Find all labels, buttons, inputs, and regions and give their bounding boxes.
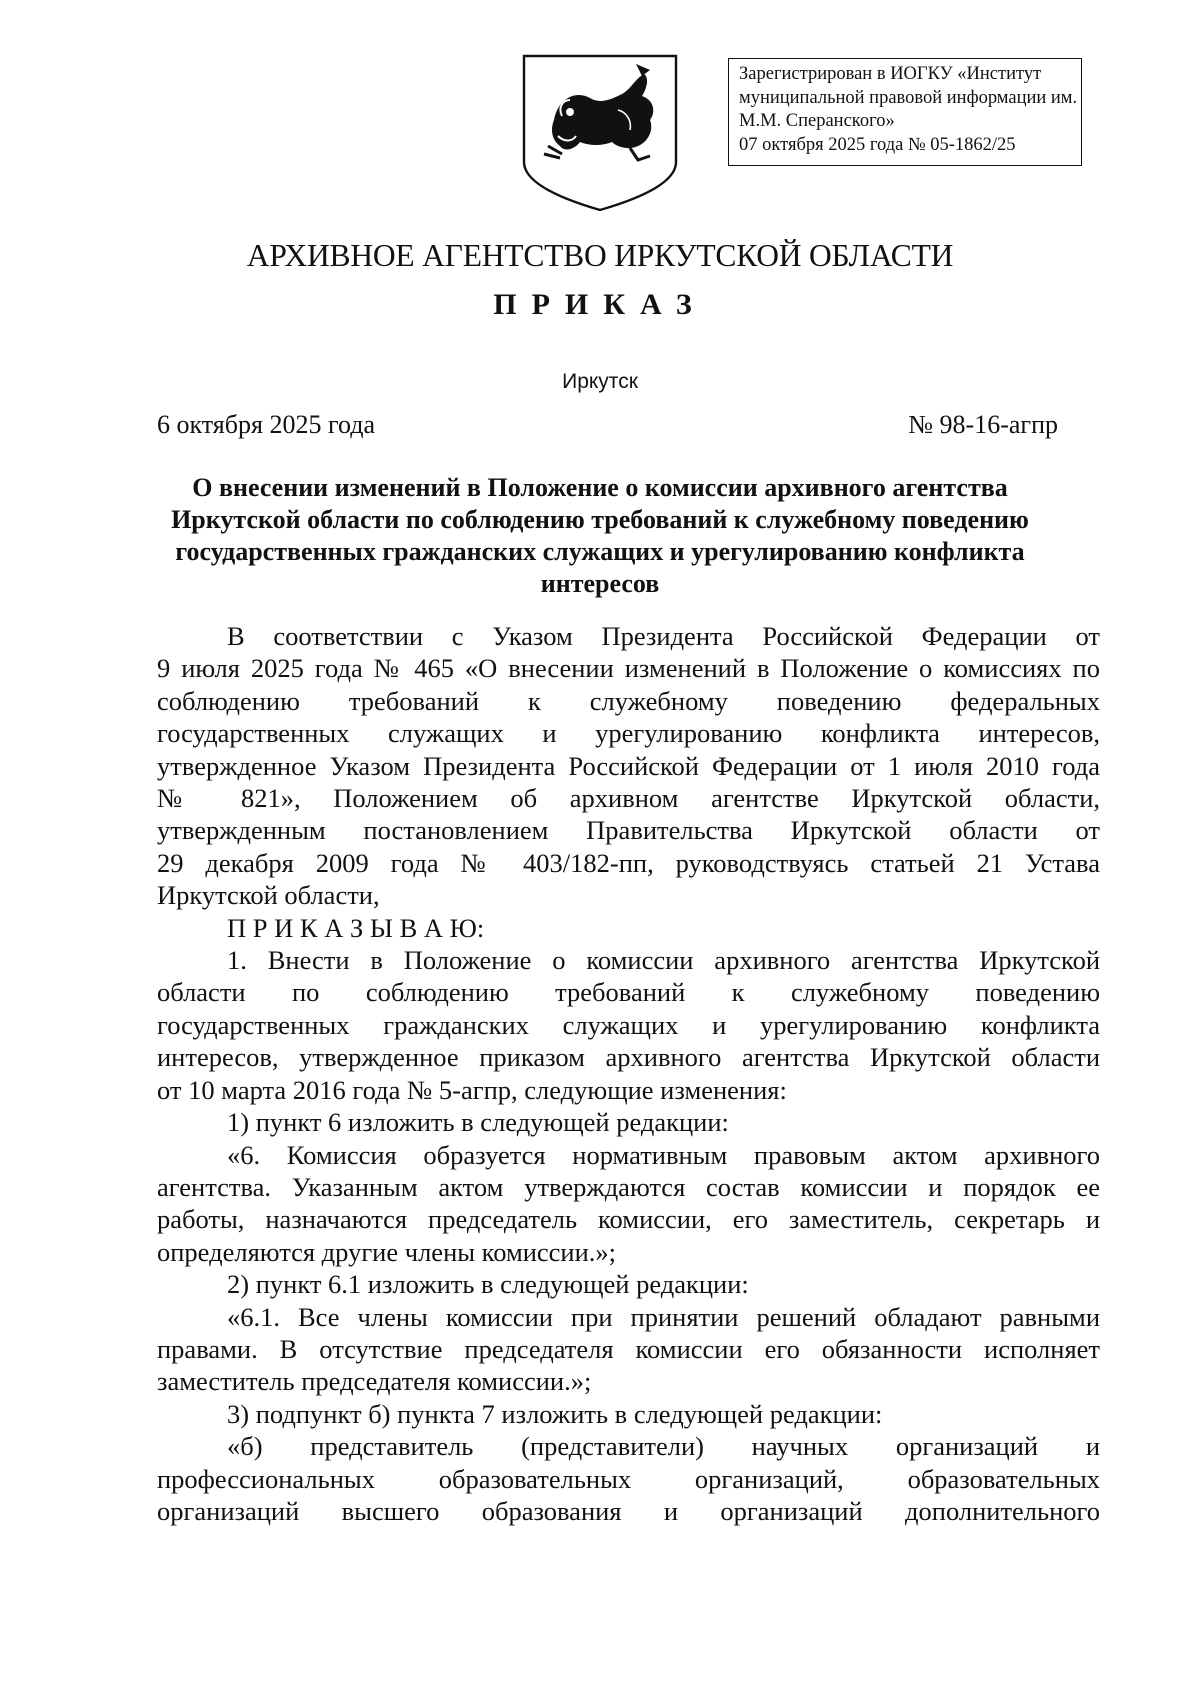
body-line: профессиональных образовательных организаций, образовательных (157, 1463, 1100, 1494)
body-line: утвержденным постановлением Правительства Иркутской области от (157, 815, 1100, 846)
body-line: организаций высшего образования и организаций дополнительного (157, 1495, 1100, 1526)
body-line: от 10 марта 2016 года № 5-агпр, следующие изменения: (157, 1074, 787, 1105)
body-line: государственных гражданских служащих и урегулированию конфликта (157, 1009, 1100, 1040)
body-line: «6.1. Все члены комиссии при принятии решений обладают равными (227, 1301, 1100, 1332)
body-line: правами. В отсутствие председателя комиссии его обязанности исполняет (157, 1333, 1100, 1364)
body-line: «б) представитель (представители) научных организаций и (227, 1431, 1100, 1462)
irkutsk-coat-of-arms-icon (518, 50, 682, 214)
registration-line: Зарегистрирован в ИОГКУ «Институт (739, 64, 1042, 84)
body-line: В соответствии с Указом Президента Российской Федерации от (227, 621, 1100, 651)
registration-line: муниципальной правовой информации им. (739, 87, 1078, 108)
title-line: О внесении изменений в Положение о комиссии архивного агентства (192, 473, 1008, 502)
body-line: 1) пункт 6 изложить в следующей редакции: (227, 1107, 729, 1138)
title-line: интересов (540, 569, 660, 598)
body-line: 1. Внести в Положение о комиссии архивного агентства Иркутской (227, 945, 1100, 976)
document-number: № 98-16-агпр (908, 410, 1058, 439)
body-line: 29 декабря 2009 года № 403/182-пп, руководствуясь статьей 21 Устава (157, 847, 1100, 878)
registration-stamp (728, 58, 1082, 166)
body-line: 2) пункт 6.1 изложить в следующей редакции: (227, 1269, 749, 1300)
city-name: Иркутск (562, 370, 638, 393)
document-title (150, 472, 1050, 600)
body-line: утвержденное Указом Президента Российской Федерации от 1 июля 2010 года (157, 750, 1100, 781)
body-line: соблюдению требований к служебному поведению федеральных (157, 685, 1100, 716)
title-line: Иркутской области по соблюдению требований к служебному поведению (171, 505, 1029, 534)
registration-line: М.М. Сперанского» (739, 111, 895, 131)
document-body (157, 620, 1100, 1527)
agency-name: АРХИВНОЕ АГЕНТСТВО ИРКУТСКОЙ ОБЛАСТИ (246, 238, 954, 273)
body-line: работы, назначаются председатель комиссии, его заместитель, секретарь и (157, 1204, 1100, 1235)
body-line: 3) подпункт б) пункта 7 изложить в следующей редакции: (227, 1398, 883, 1429)
document-date: 6 октября 2025 года (157, 410, 375, 439)
body-line: интересов, утвержденное приказом архивного агентства Иркутской области (157, 1042, 1100, 1073)
body-line: определяются другие члены комиссии.»; (157, 1236, 617, 1267)
document-type: ПРИКАЗ (493, 288, 707, 321)
body-line: области по соблюдению требований к служебному поведению (157, 977, 1100, 1008)
body-line: Иркутской области, (157, 880, 380, 911)
body-line: «6. Комиссия образуется нормативным правовым актом архивного (227, 1139, 1100, 1170)
body-line: заместитель председателя комиссии.»; (157, 1366, 592, 1397)
order-heading: П Р И К А З Ы В А Ю: (227, 912, 485, 943)
body-line: 9 июля 2025 года № 465 «О внесении изменений в Положение о комиссиях по (157, 653, 1100, 684)
registration-line: 07 октября 2025 года № 05-1862/25 (739, 134, 1016, 155)
body-line: государственных служащих и урегулированию конфликта интересов, (157, 718, 1100, 749)
body-line: агентства. Указанным актом утверждаются состав комиссии и порядок ее (157, 1171, 1100, 1202)
body-line: № 821», Положением об архивном агентстве Иркутской области, (157, 783, 1100, 814)
title-line: государственных гражданских служащих и урегулированию конфликта (175, 537, 1025, 566)
